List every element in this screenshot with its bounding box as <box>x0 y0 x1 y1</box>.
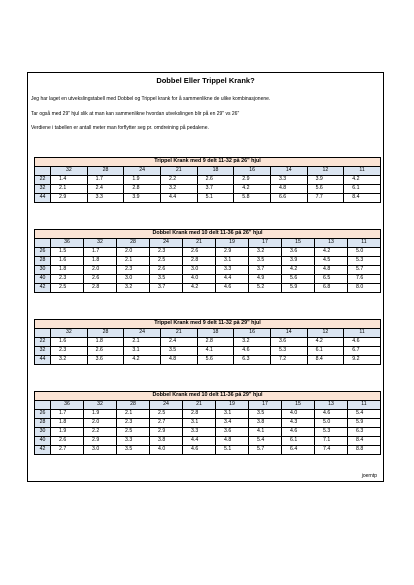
table-cell: 2.8 <box>183 257 216 266</box>
table-cell: 2.8 <box>183 410 216 419</box>
table-cell: 4.2 <box>344 176 381 185</box>
table-cell: 2.6 <box>51 437 84 446</box>
column-header: 16 <box>234 329 271 338</box>
table-cell: 2.7 <box>150 419 183 428</box>
column-header: 17 <box>249 401 282 410</box>
table-cell: 3.1 <box>124 347 161 356</box>
table-cell: 4.8 <box>160 356 197 365</box>
row-label: 42 <box>35 446 51 455</box>
table-cell: 4.2 <box>234 185 271 194</box>
table-cell: 8.0 <box>348 284 381 293</box>
table-cell: 2.6 <box>87 347 124 356</box>
table-cell: 4.2 <box>183 284 216 293</box>
table-cell: 4.9 <box>249 275 282 284</box>
table-cell: 6.3 <box>234 356 271 365</box>
table-cell: 3.3 <box>183 428 216 437</box>
table-cell: 4.8 <box>315 266 348 275</box>
table-cell: 5.2 <box>249 284 282 293</box>
table-cell: 4.6 <box>282 428 315 437</box>
table-corner-cell <box>35 401 51 410</box>
table-cell: 4.8 <box>270 185 307 194</box>
row-label: 44 <box>35 356 51 365</box>
column-header: 21 <box>160 329 197 338</box>
row-label: 28 <box>35 419 51 428</box>
column-header: 11 <box>348 401 381 410</box>
table-cell: 7.6 <box>348 275 381 284</box>
column-header: 18 <box>197 329 234 338</box>
row-label: 32 <box>35 347 51 356</box>
table-cell: 7.7 <box>307 194 344 203</box>
table-cell: 4.0 <box>282 410 315 419</box>
table-cell: 4.2 <box>124 356 161 365</box>
table-cell: 4.6 <box>216 284 249 293</box>
table-cell: 5.3 <box>348 257 381 266</box>
table-cell: 2.8 <box>197 338 234 347</box>
table-cell: 4.4 <box>216 275 249 284</box>
table-cell: 1.7 <box>84 248 117 257</box>
table-row <box>35 257 381 266</box>
table-cell: 4.6 <box>344 338 381 347</box>
table-cell: 2.3 <box>150 248 183 257</box>
table-cell: 7.1 <box>315 437 348 446</box>
table-cell: 3.5 <box>160 347 197 356</box>
intro-text-2: Tar også med 29" hjul slik at man kan sammenlikne hvordan utvekslingen blir på en 29" vs 26" <box>31 111 240 117</box>
table-cell: 4.6 <box>183 446 216 455</box>
table-cell: 3.3 <box>270 176 307 185</box>
table-cell: 3.2 <box>51 356 88 365</box>
column-header: 15 <box>282 401 315 410</box>
table-cell: 5.4 <box>249 437 282 446</box>
table-cell: 4.2 <box>282 266 315 275</box>
table-cell: 2.4 <box>160 338 197 347</box>
table-row <box>35 185 381 194</box>
column-header: 32 <box>51 167 88 176</box>
table-cell: 5.0 <box>315 419 348 428</box>
table-cell: 1.4 <box>51 176 88 185</box>
table-cell: 8.4 <box>307 356 344 365</box>
table-header-row <box>35 401 381 410</box>
row-label: 32 <box>35 185 51 194</box>
table-cell: 8.8 <box>348 446 381 455</box>
column-header: 36 <box>51 239 84 248</box>
table-row <box>35 419 381 428</box>
table-cell: 1.9 <box>51 428 84 437</box>
column-header: 32 <box>84 239 117 248</box>
table-cell: 1.8 <box>51 266 84 275</box>
table-cell: 6.4 <box>282 446 315 455</box>
table-cell: 2.3 <box>117 419 150 428</box>
table-cell: 1.7 <box>51 410 84 419</box>
table-cell: 2.8 <box>84 284 117 293</box>
table-cell: 2.3 <box>51 347 88 356</box>
table-title: Dobbel Krank med 10 delt 11-36 på 29" hjul <box>35 392 381 401</box>
row-label: 40 <box>35 437 51 446</box>
table-cell: 1.9 <box>124 176 161 185</box>
table-cell: 1.5 <box>51 248 84 257</box>
row-label: 44 <box>35 194 51 203</box>
table-cell: 4.2 <box>307 338 344 347</box>
table-cell: 2.6 <box>150 266 183 275</box>
column-header: 24 <box>150 401 183 410</box>
table-cell: 6.1 <box>282 437 315 446</box>
table-cell: 5.7 <box>249 446 282 455</box>
table-cell: 2.1 <box>51 185 88 194</box>
table-row <box>35 275 381 284</box>
table-cell: 4.8 <box>216 437 249 446</box>
table-cell: 2.5 <box>51 284 84 293</box>
table-row <box>35 194 381 203</box>
column-header: 13 <box>315 401 348 410</box>
column-header: 16 <box>234 167 271 176</box>
table-cell: 4.4 <box>183 437 216 446</box>
table-cell: 7.2 <box>270 356 307 365</box>
column-header: 28 <box>117 401 150 410</box>
table-header-row <box>35 167 381 176</box>
column-header: 12 <box>307 167 344 176</box>
column-header: 19 <box>216 239 249 248</box>
table-cell: 2.9 <box>216 248 249 257</box>
table-title-row <box>35 320 381 329</box>
table-cell: 2.9 <box>234 176 271 185</box>
column-header: 28 <box>87 167 124 176</box>
gear-table-triple-26 <box>34 157 381 203</box>
row-label: 26 <box>35 248 51 257</box>
table-cell: 1.9 <box>84 410 117 419</box>
column-header: 36 <box>51 401 84 410</box>
table-cell: 3.6 <box>282 248 315 257</box>
table-row <box>35 284 381 293</box>
table-cell: 8.4 <box>348 437 381 446</box>
row-label: 22 <box>35 338 51 347</box>
table-cell: 2.7 <box>51 446 84 455</box>
table-cell: 2.6 <box>183 248 216 257</box>
column-header: 11 <box>344 167 381 176</box>
table-cell: 3.2 <box>160 185 197 194</box>
table-row <box>35 428 381 437</box>
table-title-row <box>35 392 381 401</box>
table-corner-cell <box>35 167 51 176</box>
table-cell: 2.9 <box>51 194 88 203</box>
table-cell: 3.0 <box>183 266 216 275</box>
table-cell: 2.1 <box>124 338 161 347</box>
table-cell: 3.5 <box>249 257 282 266</box>
table-row <box>35 446 381 455</box>
column-header: 24 <box>150 239 183 248</box>
table-cell: 5.7 <box>348 266 381 275</box>
document-title: Dobbel Eller Trippel Krank? <box>156 76 255 85</box>
table-cell: 4.4 <box>160 194 197 203</box>
table-row <box>35 356 381 365</box>
table-header-row <box>35 239 381 248</box>
table-cell: 6.6 <box>270 194 307 203</box>
row-label: 28 <box>35 257 51 266</box>
column-header: 32 <box>84 401 117 410</box>
table-cell: 3.6 <box>216 428 249 437</box>
table-cell: 2.1 <box>117 410 150 419</box>
table-cell: 3.9 <box>282 257 315 266</box>
table-cell: 5.1 <box>216 446 249 455</box>
table-cell: 1.6 <box>51 257 84 266</box>
table-cell: 2.2 <box>160 176 197 185</box>
table-cell: 3.8 <box>249 419 282 428</box>
gear-table-double-29 <box>34 391 381 455</box>
table-cell: 4.5 <box>315 257 348 266</box>
table-cell: 2.2 <box>84 428 117 437</box>
table-cell: 6.5 <box>315 275 348 284</box>
table-cell: 1.8 <box>84 257 117 266</box>
column-header: 21 <box>160 167 197 176</box>
table-cell: 5.3 <box>315 428 348 437</box>
table-cell: 2.0 <box>117 248 150 257</box>
table-title: Trippel Krank med 9 delt 11-32 på 26" hjul <box>35 158 381 167</box>
table-cell: 3.8 <box>150 437 183 446</box>
table-cell: 2.9 <box>150 428 183 437</box>
document-page <box>27 72 384 482</box>
table-row <box>35 176 381 185</box>
table-title-row <box>35 230 381 239</box>
table-cell: 4.6 <box>315 410 348 419</box>
table-cell: 6.1 <box>344 185 381 194</box>
table-cell: 2.5 <box>150 257 183 266</box>
column-header: 11 <box>344 329 381 338</box>
table-cell: 4.0 <box>183 275 216 284</box>
table-cell: 5.1 <box>197 194 234 203</box>
row-label: 26 <box>35 410 51 419</box>
table-cell: 3.2 <box>234 338 271 347</box>
table-cell: 6.3 <box>348 428 381 437</box>
table-cell: 8.4 <box>344 194 381 203</box>
table-cell: 3.1 <box>216 257 249 266</box>
column-header: 28 <box>87 329 124 338</box>
intro-text-1: Jeg har laget en utvekslingstabell med Dobbel og Trippel krank for å sammenlikne de ulike kombinasjonene. <box>31 96 271 102</box>
table-cell: 2.6 <box>197 176 234 185</box>
table-cell: 4.1 <box>249 428 282 437</box>
table-cell: 1.7 <box>87 176 124 185</box>
table-row <box>35 437 381 446</box>
table-cell: 3.0 <box>117 275 150 284</box>
table-header-row <box>35 329 381 338</box>
table-cell: 5.3 <box>270 347 307 356</box>
table-corner-cell <box>35 239 51 248</box>
table-cell: 4.6 <box>234 347 271 356</box>
author-signature: joerntp <box>361 473 377 479</box>
table-cell: 5.6 <box>282 275 315 284</box>
column-header: 15 <box>282 239 315 248</box>
table-cell: 1.6 <box>51 338 88 347</box>
column-header: 19 <box>216 401 249 410</box>
table-row <box>35 338 381 347</box>
table-cell: 3.9 <box>124 194 161 203</box>
table-cell: 7.4 <box>315 446 348 455</box>
table-cell: 9.2 <box>344 356 381 365</box>
table-cell: 2.9 <box>84 437 117 446</box>
column-header: 11 <box>348 239 381 248</box>
table-cell: 3.1 <box>216 410 249 419</box>
table-cell: 5.4 <box>348 410 381 419</box>
table-row <box>35 410 381 419</box>
table-cell: 6.7 <box>344 347 381 356</box>
table-cell: 5.6 <box>307 185 344 194</box>
table-title: Trippel Krank med 9 delt 11-32 på 29" hjul <box>35 320 381 329</box>
table-cell: 1.8 <box>51 419 84 428</box>
column-header: 28 <box>117 239 150 248</box>
table-cell: 5.9 <box>282 284 315 293</box>
column-header: 17 <box>249 239 282 248</box>
table-cell: 5.0 <box>348 248 381 257</box>
table-cell: 2.3 <box>51 275 84 284</box>
table-cell: 2.3 <box>117 266 150 275</box>
row-label: 22 <box>35 176 51 185</box>
table-cell: 3.7 <box>150 284 183 293</box>
table-cell: 3.3 <box>216 266 249 275</box>
column-header: 13 <box>315 239 348 248</box>
table-title-row <box>35 158 381 167</box>
table-cell: 2.0 <box>84 419 117 428</box>
table-cell: 3.5 <box>249 410 282 419</box>
column-header: 24 <box>124 167 161 176</box>
table-cell: 3.3 <box>87 194 124 203</box>
column-header: 32 <box>51 329 88 338</box>
table-cell: 3.5 <box>117 446 150 455</box>
table-cell: 2.5 <box>150 410 183 419</box>
table-cell: 3.2 <box>117 284 150 293</box>
table-cell: 6.8 <box>315 284 348 293</box>
table-cell: 3.1 <box>183 419 216 428</box>
table-cell: 3.7 <box>197 185 234 194</box>
table-cell: 5.8 <box>234 194 271 203</box>
row-label: 40 <box>35 275 51 284</box>
row-label: 30 <box>35 266 51 275</box>
gear-table-double-26 <box>34 229 381 293</box>
table-cell: 3.5 <box>150 275 183 284</box>
column-header: 18 <box>197 167 234 176</box>
table-cell: 3.9 <box>307 176 344 185</box>
table-cell: 5.9 <box>348 419 381 428</box>
intro-text-3: Verdiene i tabellen er antall meter man forflytter seg pr. omdreining på pedalene. <box>31 125 209 131</box>
table-cell: 3.2 <box>249 248 282 257</box>
table-title: Dobbel Krank med 10 delt 11-36 på 26" hjul <box>35 230 381 239</box>
table-cell: 5.6 <box>197 356 234 365</box>
column-header: 12 <box>307 329 344 338</box>
table-cell: 2.4 <box>87 185 124 194</box>
row-label: 30 <box>35 428 51 437</box>
table-corner-cell <box>35 329 51 338</box>
table-cell: 3.0 <box>84 446 117 455</box>
table-cell: 1.8 <box>87 338 124 347</box>
table-cell: 4.1 <box>197 347 234 356</box>
table-cell: 3.3 <box>117 437 150 446</box>
table-cell: 6.1 <box>307 347 344 356</box>
row-label: 42 <box>35 284 51 293</box>
gear-table-triple-29 <box>34 319 381 365</box>
table-cell: 3.6 <box>87 356 124 365</box>
table-cell: 2.5 <box>117 428 150 437</box>
table-cell: 2.6 <box>84 275 117 284</box>
table-cell: 3.6 <box>270 338 307 347</box>
table-cell: 2.0 <box>84 266 117 275</box>
table-cell: 2.1 <box>117 257 150 266</box>
column-header: 21 <box>183 401 216 410</box>
table-cell: 2.8 <box>124 185 161 194</box>
table-cell: 4.2 <box>315 248 348 257</box>
column-header: 14 <box>270 167 307 176</box>
table-cell: 3.7 <box>249 266 282 275</box>
table-cell: 4.3 <box>282 419 315 428</box>
table-row <box>35 248 381 257</box>
column-header: 21 <box>183 239 216 248</box>
table-cell: 3.4 <box>216 419 249 428</box>
column-header: 14 <box>270 329 307 338</box>
table-row <box>35 347 381 356</box>
table-cell: 4.0 <box>150 446 183 455</box>
column-header: 24 <box>124 329 161 338</box>
table-row <box>35 266 381 275</box>
